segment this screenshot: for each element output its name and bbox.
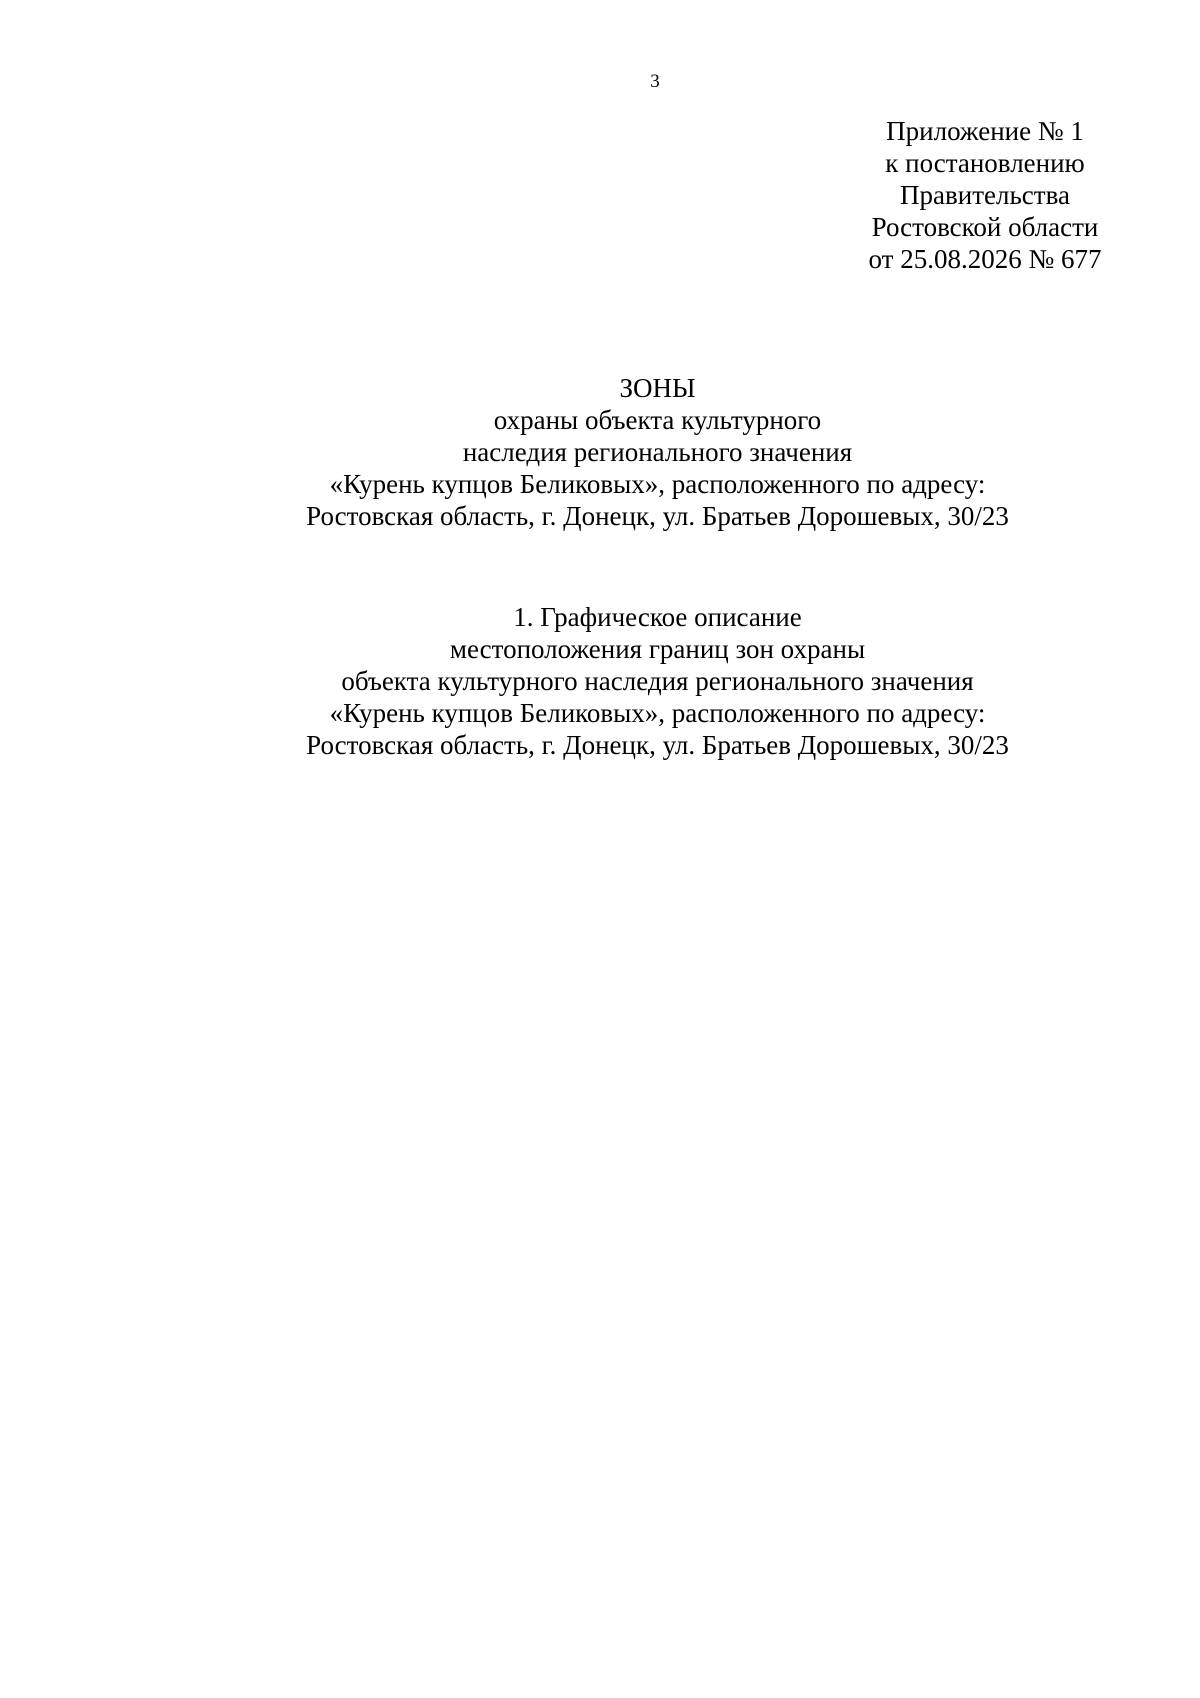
title-line: «Курень купцов Беликовых», расположенного по адресу:: [329, 469, 986, 499]
title-line: наследия регионального значения: [462, 437, 853, 467]
section-line: местоположения границ зон охраны: [449, 634, 866, 664]
annex-line: Ростовской области: [871, 212, 1099, 242]
document-title: [0, 372, 1200, 532]
section-line: объекта культурного наследия регионального значения: [341, 666, 974, 696]
annex-line: Приложение № 1: [886, 116, 1084, 146]
annex-line: к постановлению: [885, 148, 1085, 178]
title-line: Ростовская область, г. Донецк, ул. Братьев Дорошевых, 30/23: [306, 501, 1009, 531]
annex-header: [820, 115, 1150, 275]
title-line: охраны объекта культурного: [493, 405, 822, 435]
annex-line: от 25.08.2026 № 677: [868, 244, 1102, 274]
section-line: 1. Графическое описание: [513, 602, 802, 632]
section-line: «Курень купцов Беликовых», расположенного по адресу:: [329, 698, 986, 728]
section-line: Ростовская область, г. Донецк, ул. Братьев Дорошевых, 30/23: [306, 730, 1009, 760]
page-number: 3: [650, 71, 660, 92]
title-heading: ЗОНЫ: [619, 373, 696, 403]
section-heading: [0, 601, 1200, 761]
annex-line: Правительства: [900, 180, 1070, 210]
